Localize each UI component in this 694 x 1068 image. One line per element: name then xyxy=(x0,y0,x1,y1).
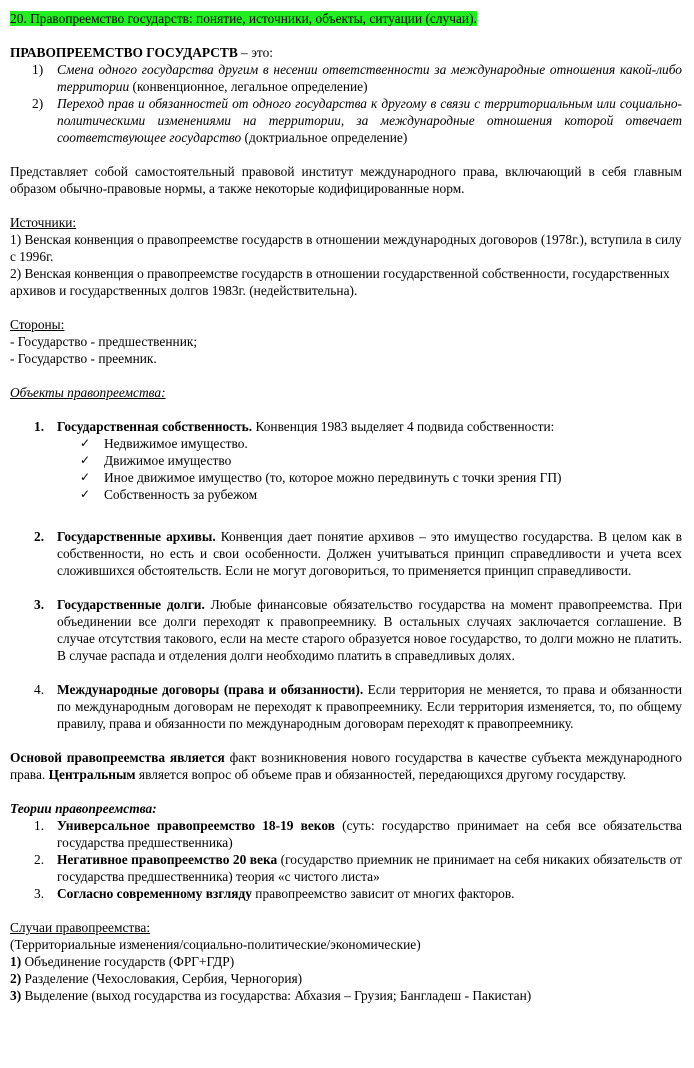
object-title: Международные договоры (права и обязанности). xyxy=(57,682,364,697)
theory-title: Негативное правопреемство 20 века xyxy=(57,852,278,867)
item-number: 3) xyxy=(10,988,22,1003)
definition-item xyxy=(10,61,682,95)
theory-title: Согласно современному взгляду xyxy=(57,886,252,901)
item-number: 2) xyxy=(32,96,44,111)
object-text: Любые финансовые обязательство государства на момент правопреемства. При объединении все долги переходят к правопреемнику. В остальных случаях заключается соглашение. В случае отсутствия такового, если на месте старого образуется новое государство, то долги можно не платить. В случае распада и отделения долги необходимо платить в справедливых долях. xyxy=(57,597,682,663)
item-number: 4. xyxy=(34,682,45,697)
object-title: Государственные архивы. xyxy=(57,529,216,544)
theories-heading xyxy=(10,800,682,817)
definition-italic: Смена одного государства другим в несении ответственности за международные отношения какой-либо территории xyxy=(57,62,682,94)
checkmark-icon: ✓ xyxy=(80,453,91,467)
definition-italic: Переход прав и обязанностей от одного государства к другому в связи с территориальным или социально-политическими изменениями на территории, за международные отношения которой отвечает соответствующее государство xyxy=(57,96,682,145)
checklist-text: Движимое имущество xyxy=(104,453,232,468)
basis-text: факт возникновения нового государства в качестве субъекта международного права. xyxy=(10,750,682,782)
item-number: 2) xyxy=(10,971,22,986)
theory-title: Универсальное правопреемство 18-19 веков xyxy=(57,818,335,833)
object-item xyxy=(10,681,682,732)
item-number: 2. xyxy=(34,529,45,544)
basis-paragraph xyxy=(10,749,682,783)
checklist-text: Недвижимое имущество. xyxy=(104,436,248,451)
definition-list xyxy=(10,61,682,146)
central-bold: Центральным xyxy=(48,767,136,782)
definition-term: ПРАВОПРЕЕМСТВО ГОСУДАРСТВ xyxy=(10,45,238,60)
item-number: 3. xyxy=(34,597,45,612)
checkmark-icon: ✓ xyxy=(80,470,91,484)
checklist-item xyxy=(10,452,682,469)
party-item: - Государство - преемник. xyxy=(10,351,157,366)
theory-item xyxy=(10,885,682,902)
sources-heading: Источники: xyxy=(10,215,77,230)
party-item: - Государство - предшественник; xyxy=(10,334,198,349)
checkmark-icon: ✓ xyxy=(80,487,91,501)
item-number: 1) xyxy=(32,62,44,77)
object-text: Если территория не меняется, то права и обязанности по международным договорам не переходят к правопреемнику. Если территория изменяется, то, по общему правилу, права и обязанности по международным договорам переходят к правопреемнику. xyxy=(57,682,683,731)
cases-subheading: (Территориальные изменения/социально-политические/экономические) xyxy=(10,937,421,952)
theory-text: правопреемство зависит от многих факторов. xyxy=(251,886,515,901)
checklist-item xyxy=(10,469,682,486)
theories-heading-text: Теории правопреемства: xyxy=(10,801,157,816)
checklist-item xyxy=(10,486,682,503)
case-text: Выделение (выход государства из государства: Абхазия – Грузия; Бангладеш - Пакистан) xyxy=(21,988,532,1003)
checklist-text: Собственность за рубежом xyxy=(104,487,258,502)
objects-heading: Объекты правопреемства: xyxy=(10,385,166,400)
definition-note: (конвенционное, легальное определение) xyxy=(129,79,368,94)
case-text: Разделение (Чехословакия, Сербия, Черногория) xyxy=(21,971,303,986)
definition-dash: – это: xyxy=(237,45,274,60)
object-text: Конвенция дает понятие архивов – это имущество государства. В целом как в собственности, но есть и свои особенности. Должен учитываться принцип справедливости и учета всех сложившихся обстоятельств. Если не могут договориться, то применяется принцип справедливости. xyxy=(57,529,682,578)
item-number: 1. xyxy=(34,419,45,434)
case-item xyxy=(10,970,682,987)
theory-item xyxy=(10,851,682,885)
title-highlight: 20. Правопреемство государств: понятие, источники, объекты, ситуации (случаи). xyxy=(10,11,477,26)
property-checklist xyxy=(10,435,682,503)
definition-heading xyxy=(10,44,682,61)
checkmark-icon: ✓ xyxy=(80,436,91,450)
checklist-text: Иное движимое имущество (то, которое можно передвинуть с точки зрения ГП) xyxy=(104,470,562,485)
item-number: 1) xyxy=(10,954,22,969)
theory-item xyxy=(10,817,682,851)
case-item xyxy=(10,987,682,1004)
item-number: 3. xyxy=(34,886,45,901)
basis-bold: Основой правопреемства является xyxy=(10,750,225,765)
basis-text: является вопрос об объеме прав и обязанностей, передающихся другому государству. xyxy=(135,767,627,782)
definition-note: (доктриальное определение) xyxy=(241,130,408,145)
object-item xyxy=(10,528,682,579)
source-item: 1) Венская конвенция о правопреемстве государств в отношении международных договоров (1978г.), вступила в силу с 1996г. xyxy=(10,232,682,264)
theory-text: (государство приемник не принимает на себя никаких обязательств от государства предшественника) теория «с чистого листа» xyxy=(57,852,682,884)
object-text: Конвенция 1983 выделяет 4 подвида собственности: xyxy=(252,419,555,434)
checklist-item xyxy=(10,435,682,452)
document-title xyxy=(10,10,682,27)
object-title: Государственные долги. xyxy=(57,597,205,612)
object-title: Государственная собственность. xyxy=(57,419,253,434)
theory-text: (суть: государство принимает на себя все обязательства государства предшественника) xyxy=(57,818,682,850)
case-text: Объединение государств (ФРГ+ГДР) xyxy=(21,954,235,969)
object-item xyxy=(10,596,682,664)
parties-heading: Стороны: xyxy=(10,317,65,332)
definition-item xyxy=(10,95,682,146)
source-item: 2) Венская конвенция о правопреемстве государств в отношении государственной собственности, государственных архивов и государственных долгов 1983г. (недействительна). xyxy=(10,266,670,298)
object-item xyxy=(10,418,682,435)
item-number: 1. xyxy=(34,818,45,833)
case-item xyxy=(10,953,682,970)
item-number: 2. xyxy=(34,852,45,867)
institute-paragraph: Представляет собой самостоятельный правовой институт международного права, включающий в себя главным образом обычно-правовые нормы, а также некоторые кодифицированные норм. xyxy=(10,164,682,196)
cases-heading: Случаи правопреемства: xyxy=(10,920,151,935)
